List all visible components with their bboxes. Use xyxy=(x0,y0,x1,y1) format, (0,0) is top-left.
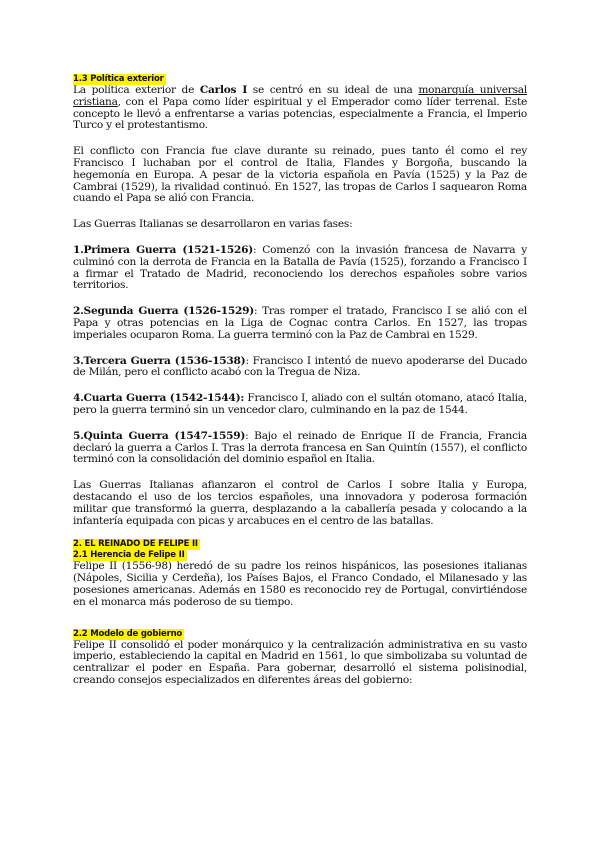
paragraph-italian-wars-summary: Las Guerras Italianas afianzaron el control de Carlos I sobre Italia y Europa, destacando el uso de los tercios españoles, una innovadora y poderosa formación militar que transformó la guerra, desplazando a la caballería pesada y colocando a la infantería equipada con picas y arcabuces en el centro de las batallas. xyxy=(73,479,527,527)
war-2-title: 2.Segunda Guerra (1526-1529) xyxy=(73,305,255,318)
war-4-title: 4.Cuarta Guerra (1542-1544): xyxy=(73,392,245,405)
paragraph-war-3: 3.Tercera Guerra (1536-1538): Francisco I intentó de nuevo apoderarse del Ducado de Milán, pero el conflicto acabó con la Tregua de Niza. xyxy=(73,354,527,379)
paragraph-war-4: 4.Cuarta Guerra (1542-1544): Francisco I, aliado con el sultán otomano, atacó Italia, pero la guerra terminó sin un vencedor claro, culminando en la paz de 1544. xyxy=(73,392,527,416)
paragraph-war-5: 5.Quinta Guerra (1547-1559): Bajo el reinado de Enrique II de Francia, Francia declaró la guerra a Carlos I. Tras la derrota francesa en San Quintín (1557), el conflicto terminó con la consolidación del dominio español en Italia. xyxy=(73,429,527,466)
heading-highlight: 2. EL REINADO DE FELIPE II xyxy=(73,539,198,550)
paragraph-modelo-gobierno: Felipe II consolidó el poder monárquico y la centralización administrativa en su vasto imperio, estableciendo la capital en Madrid en 1561, lo que simbolizaba su voluntad de centralizar el poder en España. Para gobernar, desarrolló el sistema polisinodial, creando consejos especializados en diferentes áreas del gobierno: xyxy=(73,638,527,686)
paragraph-war-2: 2.Segunda Guerra (1526-1529): Tras romper el tratado, Francisco I se alió con el Papa y otras potencias en la Liga de Cognac contra Carlos. En 1527, las tropas imperiales ocuparon Roma. La guerra terminó con la Paz de Cambrai en 1529. xyxy=(73,305,527,341)
paragraph-france-conflict: El conflicto con Francia fue clave durante su reinado, pues tanto él como el rey Francisco I luchaban por el control de Italia, Flandes y Borgoña, buscando la hegemonía en Europa. A pesar de la victoria española en Pavía (1525) y la Paz de Cambrai (1529), la rivalidad continuó. En 1527, las tropas de Carlos I saquearon Roma cuando el Papa se alió con Francia. xyxy=(73,145,527,205)
heading-highlight: 2.2 Modelo de gobierno xyxy=(73,628,183,639)
subheading-modelo-gobierno xyxy=(73,629,527,640)
section-heading-felipe-ii xyxy=(73,539,527,550)
underlined-monarquia: monarquía universal cristiana xyxy=(73,84,527,108)
heading-highlight: 1.3 Política exterior xyxy=(73,74,164,84)
heading-highlight: 2.1 Herencia de Felipe II xyxy=(73,550,185,561)
paragraph-phases-intro: Las Guerras Italianas se desarrollaron en varias fases: xyxy=(73,218,353,231)
war-3-title: 3.Tercera Guerra (1536-1538) xyxy=(73,354,246,367)
bold-carlos: Carlos I xyxy=(199,84,248,96)
paragraph-war-1: 1.Primera Guerra (1521-1526): Comenzó con la invasión francesa de Navarra y culminó con la derrota de Francia en la Batalla de Pavía (1525), forzando a Francisco I a firmar el Tratado de Madrid, reconociendo los derechos españoles sobre varios territorios. xyxy=(73,243,527,292)
war-1-title: 1.Primera Guerra (1521-1526) xyxy=(73,243,254,256)
paragraph-foreign-policy-intro: La política exterior de Carlos I se centró en su ideal de una monarquía universal cristiana, con el Papa como líder espiritual y el Emperador como líder terrenal. Este concepto le llevó a enfrentarse a varias potencias, especialmente a Francia, el Imperio Turco y el protestantismo. xyxy=(73,84,527,132)
paragraph-herencia: Felipe II (1556-98) heredó de su padre los reinos hispánicos, las posesiones italianas (Nápoles, Sicilia y Cerdeña), los Países Bajos, el Franco Condado, el Milanesado y las posesiones americanas. Además en 1580 es reconocido rey de Portugal, convirtiéndose en el monarca más poderoso de su tiempo. xyxy=(73,560,527,608)
war-5-title: 5.Quinta Guerra (1547-1559) xyxy=(73,429,246,442)
